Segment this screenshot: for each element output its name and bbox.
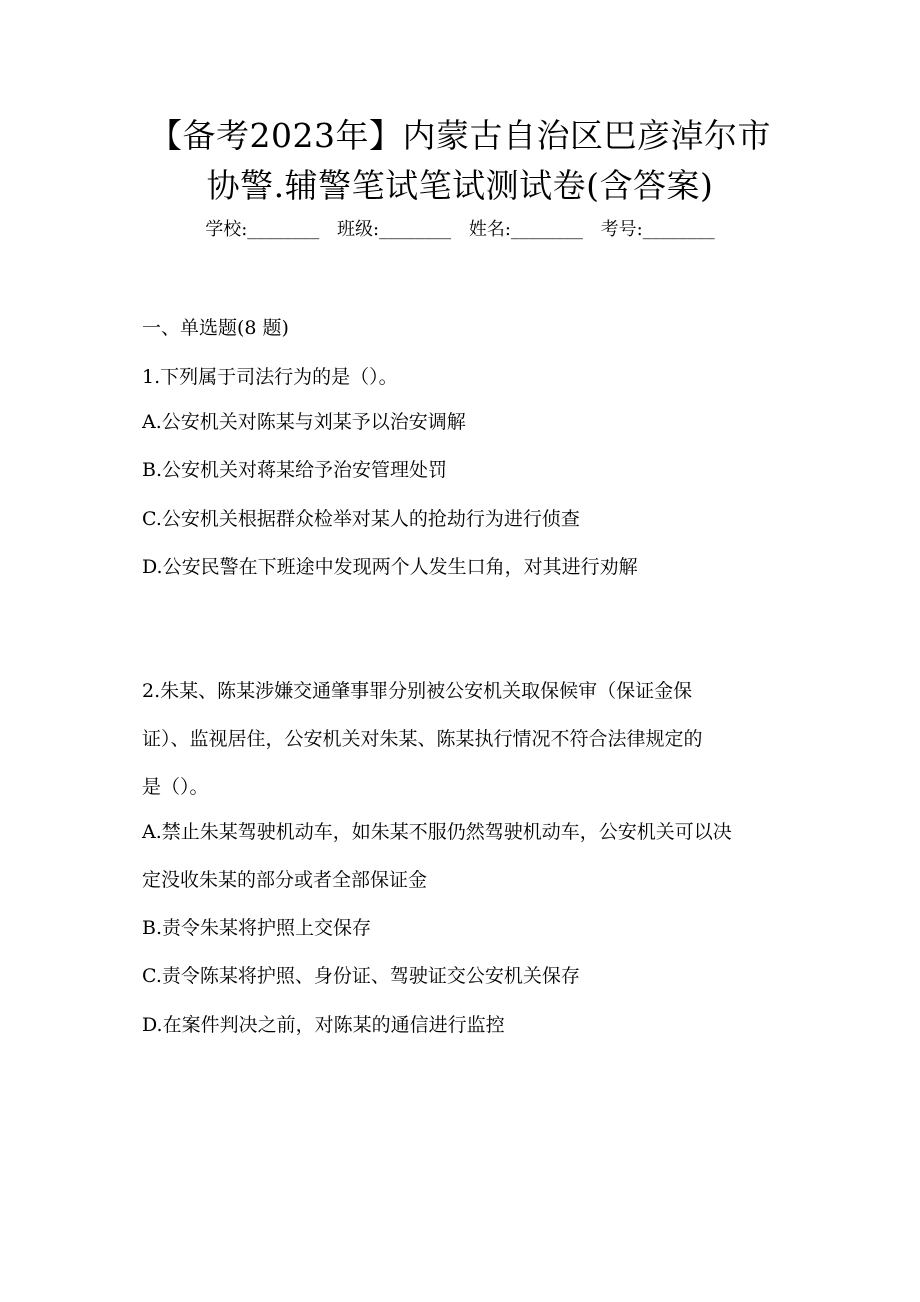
question-2-stem-line-3: 是（）。 bbox=[142, 776, 209, 798]
school-field: 学校:________ bbox=[205, 219, 320, 240]
question-2-stem-line-1: 2.朱某、陈某涉嫌交通肇事罪分别被公安机关取保候审（保证金保 bbox=[142, 680, 693, 702]
question-1-option-c: C.公安机关根据群众检举对某人的抢劫行为进行侦查 bbox=[142, 508, 580, 530]
exam-number-field: 考号:________ bbox=[600, 219, 715, 240]
question-1-option-b: B.公安机关对蒋某给予治安管理处罚 bbox=[142, 459, 448, 481]
question-2-option-c: C.责令陈某将护照、身份证、驾驶证交公安机关保存 bbox=[142, 965, 580, 987]
section-heading: 一、单选题(8 题) bbox=[142, 317, 289, 339]
question-1-option-d: D.公安民警在下班途中发现两个人发生口角，对其进行劝解 bbox=[142, 556, 638, 578]
question-2-option-b: B.责令朱某将护照上交保存 bbox=[142, 917, 372, 939]
question-2-option-a-line-1: A.禁止朱某驾驶机动车，如朱某不服仍然驾驶机动车，公安机关可以决 bbox=[142, 821, 732, 843]
class-field: 班级:________ bbox=[337, 219, 452, 240]
question-1-option-a: A.公安机关对陈某与刘某予以治安调解 bbox=[142, 411, 466, 433]
question-2-option-a-line-2: 定没收朱某的部分或者全部保证金 bbox=[142, 869, 428, 891]
student-info-line bbox=[0, 216, 920, 244]
question-1-stem: 1.下列属于司法行为的是（）。 bbox=[142, 366, 398, 388]
exam-title-line-1: 【备考2023年】内蒙古自治区巴彦淖尔市 bbox=[149, 116, 771, 155]
question-2-option-d: D.在案件判决之前，对陈某的通信进行监控 bbox=[142, 1014, 505, 1036]
question-2-stem-line-2: 证）、监视居住，公安机关对朱某、陈某执行情况不符合法律规定的 bbox=[142, 728, 703, 750]
name-field: 姓名:________ bbox=[468, 219, 583, 240]
exam-title-line-2: 协警.辅警笔试笔试测试卷(含答案) bbox=[206, 166, 714, 205]
